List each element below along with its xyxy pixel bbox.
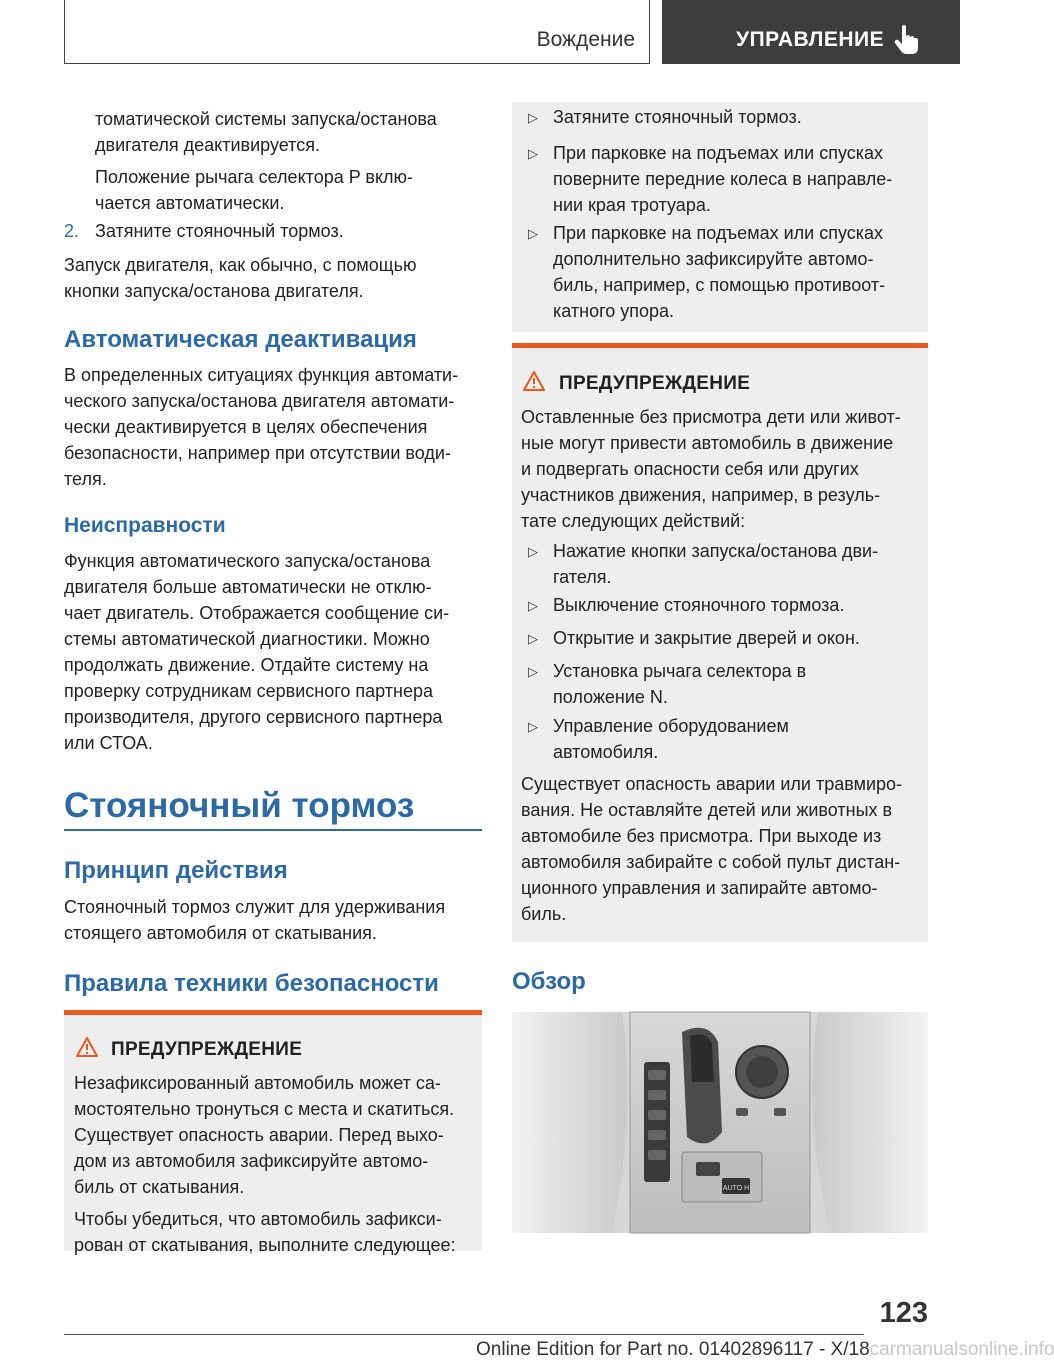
heading-faults: Неисправности — [64, 514, 226, 537]
paragraph: автомобиле без присмотра. При выходе из — [521, 826, 882, 846]
paragraph: стемы автоматической диагностики. Можно — [64, 629, 430, 649]
footer-watermark: carmanualsonline.info — [869, 1339, 1054, 1360]
bullet-triangle-icon: ▷ — [528, 719, 538, 734]
header-section-tab — [64, 0, 650, 64]
list-item: Открытие и закрытие дверей и окон. — [553, 628, 860, 648]
warning-title: ПРЕДУПРЕЖДЕНИЕ — [111, 1039, 303, 1060]
step-text: Затяните стояночный тормоз. — [95, 221, 344, 241]
paragraph: ческого запуска/останова двигателя автомати- — [64, 391, 455, 411]
warning-triangle-icon — [522, 370, 546, 392]
bullet-triangle-icon: ▷ — [528, 110, 538, 125]
bullet-triangle-icon: ▷ — [528, 664, 538, 679]
paragraph: томатической системы запуска/останова — [95, 109, 437, 129]
paragraph: Положение рычага селектора P вклю- — [95, 167, 414, 187]
paragraph: Запуск двигателя, как обычно, с помощью — [64, 255, 417, 275]
header-chapter-tab — [662, 0, 960, 64]
page-number: 123 — [879, 1297, 928, 1329]
paragraph: биль. — [521, 904, 567, 924]
list-item: положение N. — [553, 687, 668, 707]
list-item: При парковке на подъемах или спусках — [553, 223, 884, 243]
paragraph: безопасности, например при отсутствии води- — [64, 443, 451, 463]
paragraph: мостоятельно тронуться с места и скатиться. — [74, 1099, 455, 1119]
header-section: Вождение — [536, 28, 635, 51]
paragraph: производителя, другого сервисного партнера — [64, 707, 443, 727]
list-item: гателя. — [553, 567, 612, 587]
bullet-triangle-icon: ▷ — [528, 544, 538, 559]
paragraph: двигателя больше автоматически не отклю- — [64, 577, 432, 597]
list-item: биль, например, с помощью противоот- — [553, 275, 886, 295]
paragraph: В определенных ситуациях функция автомати- — [64, 365, 459, 385]
paragraph: теля. — [64, 469, 107, 489]
warning-triangle-icon — [75, 1036, 99, 1058]
paragraph: автомобиля забирайте с собой пульт дистан- — [521, 852, 901, 872]
paragraph: Чтобы убедиться, что автомобиль зафикси- — [74, 1209, 442, 1229]
step-number: 2. — [64, 221, 80, 241]
list-item: дополнительно зафиксируйте автомо- — [553, 249, 874, 269]
paragraph: вания. Не оставляйте детей или животных в — [521, 800, 893, 820]
paragraph: чается автоматически. — [95, 193, 285, 213]
paragraph: биль от скатывания. — [74, 1177, 245, 1197]
bullet-triangle-icon: ▷ — [528, 226, 538, 241]
paragraph: дом из автомобиля зафиксируйте автомо- — [74, 1151, 429, 1171]
list-item: автомобиля. — [553, 742, 659, 762]
list-item: Установка рычага селектора в — [553, 661, 807, 681]
paragraph: Стояночный тормоз служит для удерживания — [64, 897, 446, 917]
paragraph: и подвергать опасности себя или других — [521, 459, 859, 479]
bullet-triangle-icon: ▷ — [528, 631, 538, 646]
footer-rule — [64, 1334, 864, 1335]
paragraph: рован от скатывания, выполните следующее: — [74, 1235, 456, 1255]
heading-auto-deactivation: Автоматическая деактивация — [64, 326, 417, 353]
paragraph: тате следующих действий: — [521, 511, 746, 531]
paragraph: проверку сотрудникам сервисного партнера — [64, 681, 434, 701]
paragraph: Незафиксированный автомобиль может са- — [74, 1073, 441, 1093]
paragraph: Существует опасность аварии. Перед выхо- — [74, 1125, 444, 1145]
paragraph: Функция автоматического запуска/останова — [64, 551, 431, 571]
paragraph: ционного управления и запирайте автомо- — [521, 878, 878, 898]
list-item: Затяните стояночный тормоз. — [553, 107, 802, 127]
list-item: поверните передние колеса в направле- — [553, 169, 893, 189]
header-chapter: УПРАВЛЕНИЕ — [736, 28, 885, 51]
paragraph: ные могут привести автомобиль в движение — [521, 433, 894, 453]
paragraph: чески деактивируется в целях обеспечения — [64, 417, 428, 437]
hand-pointer-icon — [894, 24, 922, 54]
list-item: При парковке на подъемах или спусках — [553, 143, 884, 163]
paragraph: двигателя деактивируется. — [95, 135, 320, 155]
paragraph: Существует опасность аварии или травмиро- — [521, 774, 903, 794]
paragraph: или СТОА. — [64, 733, 153, 753]
center-console-photo — [512, 1012, 928, 1233]
heading-principle: Принцип действия — [64, 857, 288, 884]
list-item: Управление оборудованием — [553, 716, 789, 736]
list-item: Нажатие кнопки запуска/останова дви- — [553, 541, 879, 561]
paragraph: Оставленные без присмотра дети или живот- — [521, 407, 901, 427]
heading-parking-brake: Стояночный тормоз — [64, 786, 415, 825]
footer-edition-text: Online Edition for Part no. 01402896117 - X/18 — [476, 1339, 870, 1360]
paragraph: чает двигатель. Отображается сообщение си- — [64, 603, 450, 623]
paragraph: стоящего автомобиля от скатывания. — [64, 923, 377, 943]
paragraph: участников движения, например, в резуль- — [521, 485, 881, 505]
list-item: Выключение стояночного тормоза. — [553, 595, 845, 615]
bullet-triangle-icon: ▷ — [528, 598, 538, 613]
warning-title: ПРЕДУПРЕЖДЕНИЕ — [559, 373, 751, 394]
heading-rule — [64, 829, 482, 831]
paragraph: продолжать движение. Отдайте систему на — [64, 655, 429, 675]
list-item: нии края тротуара. — [553, 195, 711, 215]
heading-safety-rules: Правила техники безопасности — [64, 970, 439, 997]
bullet-triangle-icon: ▷ — [528, 146, 538, 161]
list-item: катного упора. — [553, 301, 675, 321]
heading-overview: Обзор — [512, 968, 586, 995]
photo-button-label: AUTO H — [722, 1185, 750, 1192]
footer-edition — [476, 1339, 1054, 1361]
paragraph: кнопки запуска/останова двигателя. — [64, 281, 364, 301]
